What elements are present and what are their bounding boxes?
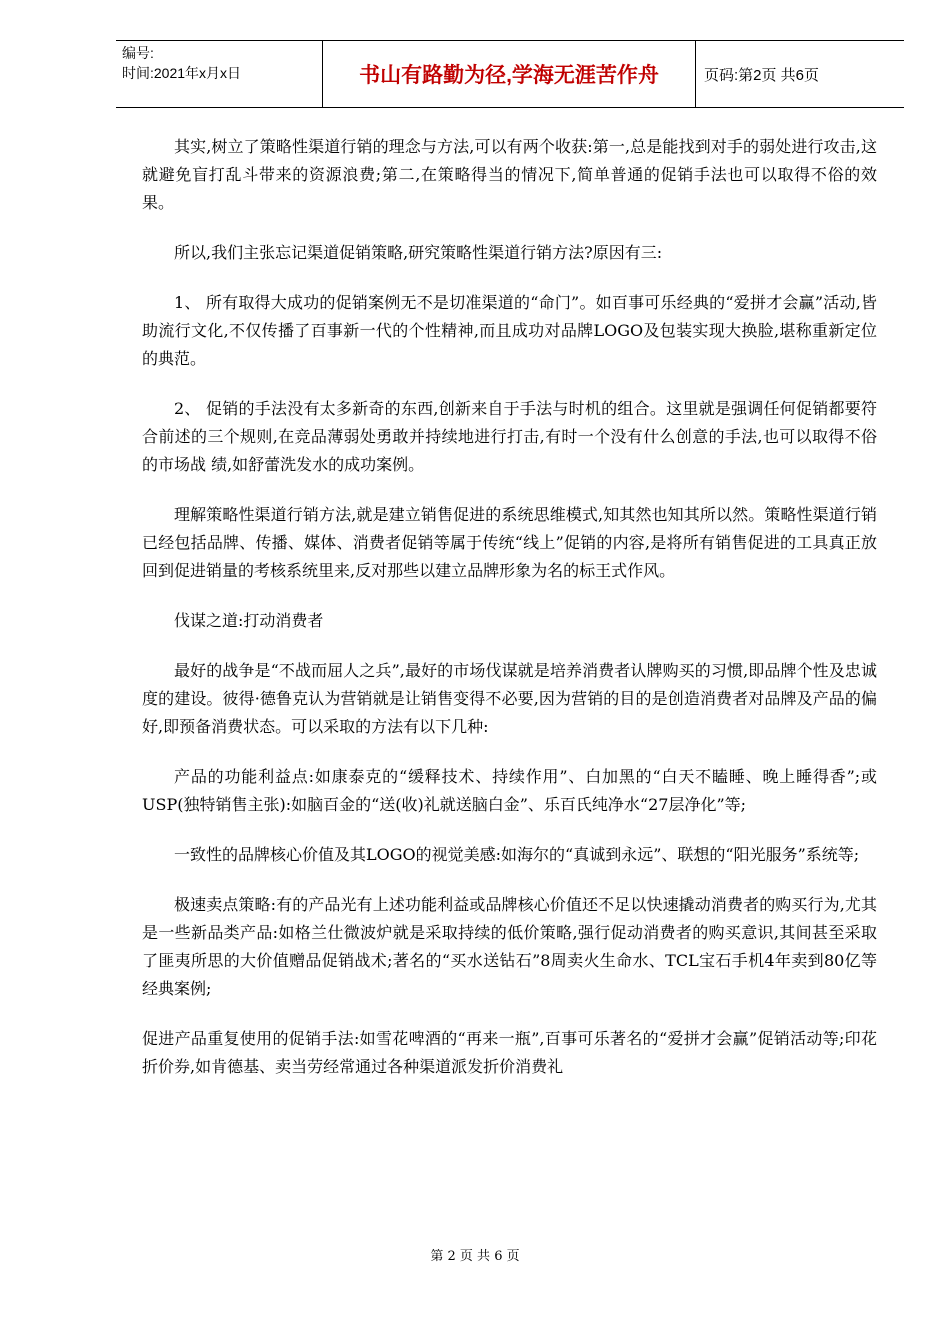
paragraph: 所以,我们主张忘记渠道促销策略,研究策略性渠道行销方法?原因有三: — [174, 243, 663, 262]
section-heading: 伐谋之道:打动消费者 — [174, 611, 324, 630]
paragraph: 一致性的品牌核心价值及其LOGO的视觉美感:如海尔的“真诚到永远”、联想的“阳光服务”系统等; — [174, 845, 860, 864]
header-motto: 书山有路勤为径,学海无涯苦作舟 — [322, 41, 696, 107]
document-time-label: 时间:2021年x月x日 — [122, 65, 242, 81]
paragraph: 最好的战争是“不战而屈人之兵”,最好的市场伐谋就是培养消费者认牌购买的习惯,即品牌个性及忠诚度的建设。彼得·德鲁克认为营销就是让销售变得不必要,因为营销的目的是创造消费者对品牌及产品的偏好,即预备消费状态。可以采取的方法有以下几种: — [142, 661, 877, 736]
document-number-label: 编号: — [122, 45, 154, 61]
paragraph: 极速卖点策略:有的产品光有上述功能利益或品牌核心价值还不足以快速撬动消费者的购买行为,尤其是一些新品类产品:如格兰仕微波炉就是采取持续的低价策略,强行促动消费者的购买意识,其间甚至采取了匪夷所思的大价值赠品促销战术;著名的“买水送钻石”8周卖火生命水、TCL宝石手机4年卖到80亿等经典案例; — [142, 895, 877, 998]
header-meta — [116, 41, 322, 107]
page-footer: 第 2 页 共 6 页 — [430, 1249, 520, 1264]
paragraph: 理解策略性渠道行销方法,就是建立销售促进的系统思维模式,知其然也知其所以然。策略性渠道行销已经包括品牌、传播、媒体、消费者促销等属于传统“线上”促销的内容,是将所有销售促进的工具真正放回到促进销量的考核系统里来,反对那些以建立品牌形象为名的标王式作风。 — [142, 505, 877, 580]
paragraph: 1、 所有取得大成功的促销案例无不是切准渠道的“命门”。如百事可乐经典的“爱拼才会赢”活动,皆助流行文化,不仅传播了百事新一代的个性精神,而且成功对品牌LOGO及包装实现大换脸,堪称重新定位的典范。 — [142, 293, 877, 368]
paragraph: 其实,树立了策略性渠道行销的理念与方法,可以有两个收获:第一,总是能找到对手的弱处进行攻击,这就避免盲打乱斗带来的资源浪费;第二,在策略得当的情况下,简单普通的促销手法也可以取得不俗的效果。 — [142, 137, 877, 212]
paragraph: 产品的功能利益点:如康泰克的“缓释技术、持续作用”、白加黑的“白天不瞌睡、晚上睡得香”;或USP(独特销售主张):如脑百金的“送(收)礼就送脑白金”、乐百氏纯净水“27层净化”等; — [142, 767, 877, 814]
paragraph: 促进产品重复使用的促销手法:如雪花啤酒的“再来一瓶”,百事可乐著名的“爱拼才会赢”促销活动等;印花折价券,如肯德基、卖当劳经常通过各种渠道派发折价消费礼 — [142, 1029, 877, 1076]
header-page-label: 页码:第2页 共6页 — [704, 66, 820, 84]
page-header — [116, 40, 904, 108]
document-body — [142, 133, 877, 1103]
paragraph: 2、 促销的手法没有太多新奇的东西,创新来自于手法与时机的组合。这里就是强调任何促销都要符合前述的三个规则,在竞品薄弱处勇敢并持续地进行打击,有时一个没有什么创意的手法,也可以取得不俗的市场战 绩,如舒蕾洗发水的成功案例。 — [142, 399, 877, 474]
